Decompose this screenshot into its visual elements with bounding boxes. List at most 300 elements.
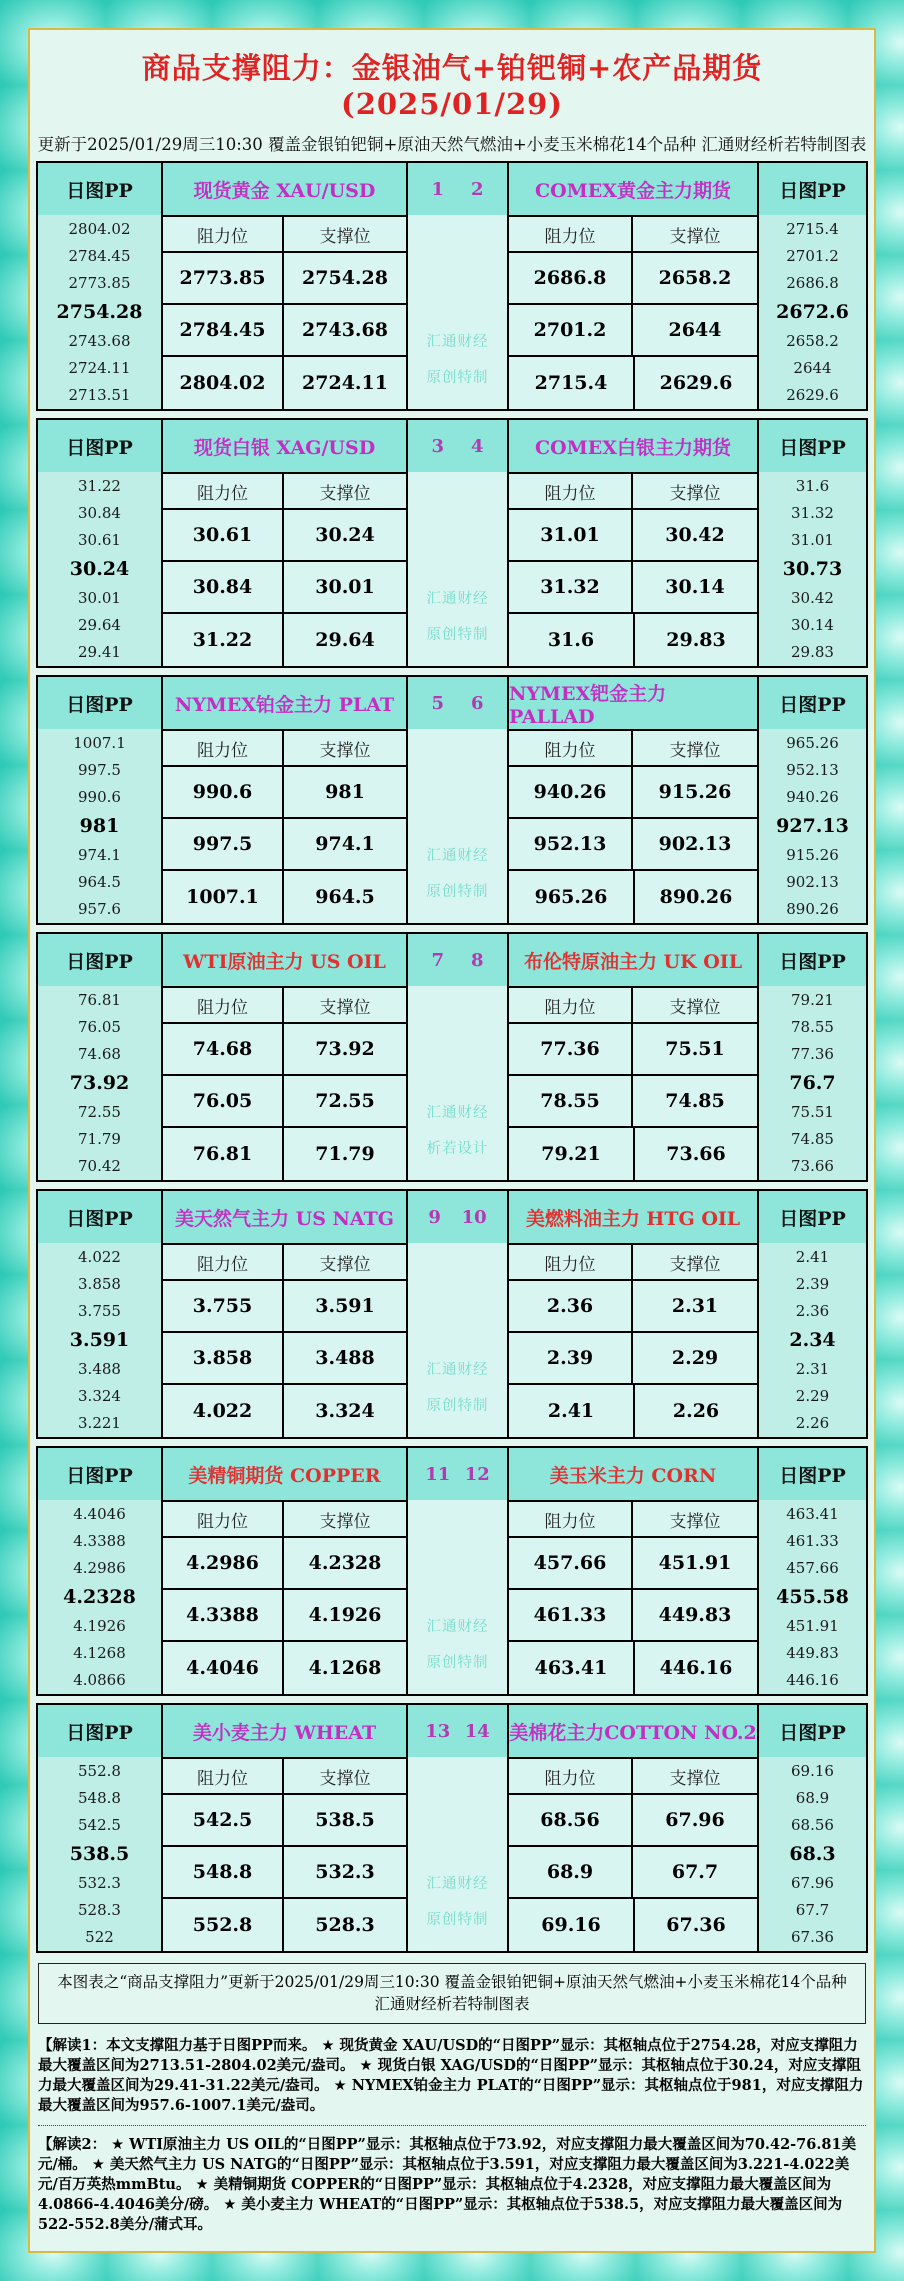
pp-value: 461.33 xyxy=(786,1531,839,1550)
instrument-title-left: 现货白银 XAG/USD xyxy=(163,420,406,472)
cell-resistance: 3.755 xyxy=(163,1281,284,1333)
cell-support: 75.51 xyxy=(633,1024,757,1076)
commodity-block xyxy=(36,675,868,925)
pp-value: 957.6 xyxy=(78,900,121,919)
pp-value: 75.51 xyxy=(791,1103,834,1122)
cell-resistance: 2701.2 xyxy=(509,305,633,357)
cell-resistance: 965.26 xyxy=(509,871,633,923)
cell-resistance: 548.8 xyxy=(163,1847,284,1899)
cell-resistance: 4.022 xyxy=(163,1385,284,1437)
pp-value: 997.5 xyxy=(78,760,121,779)
watermark-line: 汇通财经 xyxy=(426,1362,489,1378)
pp-values-right xyxy=(757,986,866,1180)
cell-support: 449.83 xyxy=(633,1590,757,1642)
pp-pivot-value: 455.58 xyxy=(776,1585,849,1608)
cell-resistance: 2.41 xyxy=(509,1385,633,1437)
pp-pivot-value: 73.92 xyxy=(69,1071,130,1094)
cell-resistance: 2686.8 xyxy=(509,253,633,305)
pp-value: 2.26 xyxy=(795,1414,830,1433)
cell-support: 4.1926 xyxy=(284,1590,406,1642)
pair-number-left: 1 xyxy=(431,178,445,200)
pp-value: 940.26 xyxy=(786,787,839,806)
pp-header-right: 日图PP xyxy=(757,1448,866,1500)
cell-resistance: 31.6 xyxy=(509,614,633,666)
cell-support: 3.488 xyxy=(284,1333,406,1385)
pp-value: 915.26 xyxy=(786,846,839,865)
pp-pivot-value: 538.5 xyxy=(69,1842,130,1865)
pp-value: 4.0866 xyxy=(73,1671,126,1690)
pp-pivot-value: 2.34 xyxy=(789,1328,836,1351)
col-header-support: 支撑位 xyxy=(633,472,757,510)
col-header-resistance: 阻力位 xyxy=(509,986,633,1024)
instrument-title-right: NYMEX钯金主力 PALLAD xyxy=(509,677,757,729)
cell-resistance: 4.2986 xyxy=(163,1538,284,1590)
pp-value: 965.26 xyxy=(786,733,839,752)
pp-pivot-value: 76.7 xyxy=(789,1071,836,1094)
cell-resistance: 68.56 xyxy=(509,1795,633,1847)
cell-support: 902.13 xyxy=(633,819,757,871)
pp-values-right xyxy=(757,1757,866,1951)
col-header-support: 支撑位 xyxy=(284,472,406,510)
pp-value: 1007.1 xyxy=(73,733,126,752)
instrument-title-left: WTI原油主力 US OIL xyxy=(163,934,406,986)
instrument-title-left: 美小麦主力 WHEAT xyxy=(163,1705,406,1757)
cell-support: 2644 xyxy=(633,305,757,357)
pp-value: 2701.2 xyxy=(786,246,839,265)
pp-value: 30.01 xyxy=(78,589,121,608)
cell-support: 2743.68 xyxy=(284,305,406,357)
instrument-title-left: 美精铜期货 COPPER xyxy=(163,1448,406,1500)
page-title: 商品支撑阻力：金银油气+铂钯铜+农产品期货(2025/01/29) xyxy=(141,51,763,121)
pp-value: 4.1268 xyxy=(73,1644,126,1663)
commodity-block xyxy=(36,1446,868,1696)
pp-values-right xyxy=(757,1500,866,1694)
watermark xyxy=(406,729,509,923)
pp-value: 4.1926 xyxy=(73,1617,126,1636)
col-header-support: 支撑位 xyxy=(284,1500,406,1538)
cell-support: 72.55 xyxy=(284,1076,406,1128)
pp-pivot-value: 927.13 xyxy=(776,814,849,837)
pp-values-left xyxy=(38,215,163,409)
pp-value: 31.6 xyxy=(795,476,830,495)
pp-value: 31.32 xyxy=(791,503,834,522)
pp-value: 30.42 xyxy=(791,589,834,608)
cell-resistance: 2.36 xyxy=(509,1281,633,1333)
cell-support: 2754.28 xyxy=(284,253,406,305)
pp-value: 4.3388 xyxy=(73,1531,126,1550)
cell-resistance: 79.21 xyxy=(509,1128,633,1180)
pp-value: 2.31 xyxy=(795,1360,830,1379)
cell-resistance: 2.39 xyxy=(509,1333,633,1385)
watermark-line: 原创特制 xyxy=(426,1912,489,1928)
cell-resistance: 30.84 xyxy=(163,562,284,614)
pp-value: 449.83 xyxy=(786,1644,839,1663)
pair-number-left: 9 xyxy=(428,1206,441,1228)
pp-header-right: 日图PP xyxy=(757,420,866,472)
cell-support: 2.29 xyxy=(633,1333,757,1385)
instrument-title-left: NYMEX铂金主力 PLAT xyxy=(163,677,406,729)
pp-values-left xyxy=(38,729,163,923)
dotted-divider xyxy=(38,2125,866,2126)
watermark-line: 汇通财经 xyxy=(426,591,489,607)
cell-resistance: 457.66 xyxy=(509,1538,633,1590)
cell-resistance: 990.6 xyxy=(163,767,284,819)
cell-support: 451.91 xyxy=(633,1538,757,1590)
cell-support: 73.66 xyxy=(633,1128,757,1180)
watermark-line: 原创特制 xyxy=(426,884,489,900)
pp-value: 4.2986 xyxy=(73,1558,126,1577)
col-header-resistance: 阻力位 xyxy=(509,1757,633,1795)
pp-value: 2644 xyxy=(793,359,832,378)
cell-resistance: 69.16 xyxy=(509,1899,633,1951)
cell-resistance: 76.05 xyxy=(163,1076,284,1128)
cell-resistance: 77.36 xyxy=(509,1024,633,1076)
pp-value: 3.858 xyxy=(78,1274,121,1293)
pp-value: 2743.68 xyxy=(68,332,131,351)
pp-value: 2784.45 xyxy=(68,246,131,265)
pair-numbers xyxy=(406,677,509,729)
pp-value: 68.56 xyxy=(791,1815,834,1834)
pp-header-left: 日图PP xyxy=(38,420,163,472)
cell-support: 30.24 xyxy=(284,510,406,562)
blocks xyxy=(30,161,874,1953)
pp-value: 2.39 xyxy=(795,1274,830,1293)
watermark xyxy=(406,1757,509,1951)
pair-number-right: 6 xyxy=(470,692,484,714)
cell-resistance: 4.4046 xyxy=(163,1642,284,1694)
pp-value: 463.41 xyxy=(786,1504,839,1523)
commodity-block xyxy=(36,161,868,411)
pair-number-left: 5 xyxy=(431,692,445,714)
pp-value: 2724.11 xyxy=(68,359,131,378)
cell-resistance: 952.13 xyxy=(509,819,633,871)
pp-value: 76.05 xyxy=(78,1017,121,1036)
commodity-block xyxy=(36,932,868,1182)
cell-resistance: 31.22 xyxy=(163,614,284,666)
cell-support: 4.1268 xyxy=(284,1642,406,1694)
pp-value: 68.9 xyxy=(795,1788,830,1807)
col-header-resistance: 阻力位 xyxy=(163,986,284,1024)
cell-support: 890.26 xyxy=(633,871,757,923)
pp-values-right xyxy=(757,472,866,666)
cell-resistance: 940.26 xyxy=(509,767,633,819)
watermark-line: 汇通财经 xyxy=(426,848,489,864)
cell-resistance: 463.41 xyxy=(509,1642,633,1694)
pp-values-left xyxy=(38,1243,163,1437)
cell-resistance: 4.3388 xyxy=(163,1590,284,1642)
pp-value: 2715.4 xyxy=(786,219,839,238)
pair-numbers xyxy=(406,420,509,472)
pp-value: 902.13 xyxy=(786,873,839,892)
pp-header-right: 日图PP xyxy=(757,677,866,729)
pp-values-left xyxy=(38,472,163,666)
pp-value: 2.29 xyxy=(795,1387,830,1406)
cell-support: 2629.6 xyxy=(633,357,757,409)
col-header-resistance: 阻力位 xyxy=(163,729,284,767)
col-header-support: 支撑位 xyxy=(633,1500,757,1538)
pp-value: 542.5 xyxy=(78,1815,121,1834)
col-header-resistance: 阻力位 xyxy=(509,215,633,253)
pp-header-right: 日图PP xyxy=(757,1705,866,1757)
cell-support: 67.7 xyxy=(633,1847,757,1899)
pp-value: 78.55 xyxy=(791,1017,834,1036)
watermark-line: 析若设计 xyxy=(426,1141,489,1157)
pair-number-left: 7 xyxy=(431,949,445,971)
pp-value: 2773.85 xyxy=(68,273,131,292)
pp-value: 79.21 xyxy=(791,990,834,1009)
cell-support: 4.2328 xyxy=(284,1538,406,1590)
watermark-line: 汇通财经 xyxy=(426,334,489,350)
watermark xyxy=(406,215,509,409)
pp-value: 31.01 xyxy=(791,530,834,549)
col-header-resistance: 阻力位 xyxy=(509,1500,633,1538)
col-header-resistance: 阻力位 xyxy=(509,1243,633,1281)
pp-value: 990.6 xyxy=(78,787,121,806)
pp-value: 548.8 xyxy=(78,1788,121,1807)
watermark-line: 原创特制 xyxy=(426,627,489,643)
pp-value: 30.14 xyxy=(791,616,834,635)
pp-pivot-value: 3.591 xyxy=(69,1328,130,1351)
col-header-support: 支撑位 xyxy=(633,1243,757,1281)
commodity-block xyxy=(36,1703,868,1953)
pp-values-right xyxy=(757,1243,866,1437)
cell-support: 2724.11 xyxy=(284,357,406,409)
pair-numbers xyxy=(406,1191,509,1243)
pp-value: 2629.6 xyxy=(786,386,839,405)
pp-value: 446.16 xyxy=(786,1671,839,1690)
pp-header-left: 日图PP xyxy=(38,934,163,986)
watermark xyxy=(406,986,509,1180)
pp-value: 964.5 xyxy=(78,873,121,892)
pp-value: 67.36 xyxy=(791,1928,834,1947)
pp-value: 4.4046 xyxy=(73,1504,126,1523)
cell-resistance: 68.9 xyxy=(509,1847,633,1899)
pair-number-left: 3 xyxy=(431,435,445,457)
summary-box: 本图表之“商品支撑阻力”更新于2025/01/29周三10:30 覆盖金银铂钯铜+原油天然气燃油+小麦玉米棉花14个品种 汇通财经析若特制图表 xyxy=(38,1963,866,2024)
cell-support: 2.31 xyxy=(633,1281,757,1333)
col-header-support: 支撑位 xyxy=(633,986,757,1024)
note-2: 【解读2： ★ WTI原油主力 US OIL的“日图PP”显示：其枢轴点位于73.92，对应支撑阻力最大覆盖区间为70.42-76.81美元/桶。 ★ 美天然气主力 US NATG的“日图PP”显示：其枢轴点位于3.591，对应支撑阻力最大覆盖区间为3.221-4.022美元/百万英热mmBtu。 ★ 美精铜期货 COPPER的“日图PP”显示：其枢轴点位于4.2328，对应支撑阻力最大覆盖区间为4.0866-4.4046美分/磅。 ★ 美小麦主力 WHEAT的“日图PP”显示：其枢轴点位于538.5，对应支撑阻力最大覆盖区间为522-552.8美分/蒲式耳。 xyxy=(38,2135,857,2233)
col-header-support: 支撑位 xyxy=(284,1243,406,1281)
pp-value: 952.13 xyxy=(786,760,839,779)
pp-values-right xyxy=(757,729,866,923)
cell-support: 915.26 xyxy=(633,767,757,819)
pp-pivot-value: 981 xyxy=(79,814,120,837)
pp-pivot-value: 2672.6 xyxy=(776,300,849,323)
col-header-support: 支撑位 xyxy=(284,729,406,767)
col-header-resistance: 阻力位 xyxy=(509,729,633,767)
pp-values-right xyxy=(757,215,866,409)
note-1: 【解读1：本文支撑阻力基于日图PP而来。 ★ 现货黄金 XAU/USD的“日图PP”显示：其枢轴点位于2754.28，对应支撑阻力最大覆盖区间为2713.51-2804.02美元/盎司。 ★ 现货白银 XAG/USD的“日图PP”显示：其枢轴点位于30.24，对应支撑阻力最大覆盖区间为29.41-31.22美元/盎司。 ★ NYMEX铂金主力 PLAT的“日图PP”显示：其枢轴点位于981，对应支撑阻力最大覆盖区间为957.6-1007.1美元/盎司。 xyxy=(38,2036,864,2114)
pp-header-left: 日图PP xyxy=(38,163,163,215)
pp-value: 2686.8 xyxy=(786,273,839,292)
watermark-line: 原创特制 xyxy=(426,1655,489,1671)
pair-number-right: 12 xyxy=(464,1463,490,1485)
cell-resistance: 31.01 xyxy=(509,510,633,562)
cell-support: 73.92 xyxy=(284,1024,406,1076)
pp-value: 2713.51 xyxy=(68,386,131,405)
cell-resistance: 997.5 xyxy=(163,819,284,871)
pp-value: 3.488 xyxy=(78,1360,121,1379)
pp-value: 2.36 xyxy=(795,1301,830,1320)
pp-pivot-value: 68.3 xyxy=(789,1842,836,1865)
col-header-resistance: 阻力位 xyxy=(163,472,284,510)
pp-value: 552.8 xyxy=(78,1761,121,1780)
pp-value: 532.3 xyxy=(78,1874,121,1893)
cell-support: 3.591 xyxy=(284,1281,406,1333)
pp-value: 522 xyxy=(85,1928,114,1947)
pp-value: 76.81 xyxy=(78,990,121,1009)
watermark xyxy=(406,1500,509,1694)
cell-resistance: 2784.45 xyxy=(163,305,284,357)
pp-header-left: 日图PP xyxy=(38,1448,163,1500)
cell-support: 446.16 xyxy=(633,1642,757,1694)
watermark-line: 汇通财经 xyxy=(426,1876,489,1892)
pp-value: 29.41 xyxy=(78,643,121,662)
pp-value: 2804.02 xyxy=(68,219,131,238)
col-header-resistance: 阻力位 xyxy=(509,472,633,510)
content-panel xyxy=(28,28,876,2253)
cell-support: 2658.2 xyxy=(633,253,757,305)
pair-number-right: 4 xyxy=(470,435,484,457)
pp-value: 528.3 xyxy=(78,1901,121,1920)
pp-values-left xyxy=(38,1757,163,1951)
pp-pivot-value: 30.73 xyxy=(782,557,843,580)
cell-resistance: 31.32 xyxy=(509,562,633,614)
cell-support: 74.85 xyxy=(633,1076,757,1128)
pp-header-left: 日图PP xyxy=(38,1191,163,1243)
pair-numbers xyxy=(406,1448,509,1500)
pp-value: 73.66 xyxy=(791,1157,834,1176)
cell-support: 532.3 xyxy=(284,1847,406,1899)
cell-support: 981 xyxy=(284,767,406,819)
cell-support: 964.5 xyxy=(284,871,406,923)
pair-numbers xyxy=(406,1705,509,1757)
cell-support: 2.26 xyxy=(633,1385,757,1437)
cell-resistance: 30.61 xyxy=(163,510,284,562)
pp-value: 2.41 xyxy=(795,1247,830,1266)
cell-support: 30.14 xyxy=(633,562,757,614)
pp-value: 77.36 xyxy=(791,1044,834,1063)
pp-header-right: 日图PP xyxy=(757,163,866,215)
commodity-block xyxy=(36,418,868,668)
cell-support: 3.324 xyxy=(284,1385,406,1437)
pp-value: 72.55 xyxy=(78,1103,121,1122)
pp-value: 451.91 xyxy=(786,1617,839,1636)
cell-resistance: 552.8 xyxy=(163,1899,284,1951)
pp-values-left xyxy=(38,1500,163,1694)
watermark xyxy=(406,1243,509,1437)
notes xyxy=(38,2034,866,2237)
pp-pivot-value: 4.2328 xyxy=(63,1585,136,1608)
cell-support: 71.79 xyxy=(284,1128,406,1180)
pair-number-right: 8 xyxy=(470,949,484,971)
cell-support: 29.64 xyxy=(284,614,406,666)
col-header-resistance: 阻力位 xyxy=(163,1757,284,1795)
cell-support: 30.01 xyxy=(284,562,406,614)
page-subtitle: 更新于2025/01/29周三10:30 覆盖金银铂钯铜+原油天然气燃油+小麦玉米棉花14个品种 汇通财经析若特制图表 xyxy=(37,135,867,154)
pp-pivot-value: 30.24 xyxy=(69,557,130,580)
instrument-title-left: 现货黄金 XAU/USD xyxy=(163,163,406,215)
pp-value: 29.64 xyxy=(78,616,121,635)
cell-resistance: 2773.85 xyxy=(163,253,284,305)
watermark xyxy=(406,472,509,666)
pp-value: 3.755 xyxy=(78,1301,121,1320)
cell-resistance: 76.81 xyxy=(163,1128,284,1180)
cell-resistance: 74.68 xyxy=(163,1024,284,1076)
watermark-line: 原创特制 xyxy=(426,370,489,386)
pp-value: 974.1 xyxy=(78,846,121,865)
instrument-title-right: 美玉米主力 CORN xyxy=(509,1448,757,1500)
cell-resistance: 2715.4 xyxy=(509,357,633,409)
instrument-title-left: 美天然气主力 US NATG xyxy=(163,1191,406,1243)
pp-pivot-value: 2754.28 xyxy=(56,300,143,323)
cell-resistance: 2804.02 xyxy=(163,357,284,409)
cell-support: 528.3 xyxy=(284,1899,406,1951)
pp-value: 890.26 xyxy=(786,900,839,919)
pair-number-right: 14 xyxy=(464,1720,490,1742)
pp-value: 70.42 xyxy=(78,1157,121,1176)
watermark-line: 原创特制 xyxy=(426,1398,489,1414)
col-header-resistance: 阻力位 xyxy=(163,1500,284,1538)
col-header-support: 支撑位 xyxy=(284,1757,406,1795)
cell-support: 67.96 xyxy=(633,1795,757,1847)
pp-value: 4.022 xyxy=(78,1247,121,1266)
col-header-resistance: 阻力位 xyxy=(163,215,284,253)
col-header-support: 支撑位 xyxy=(284,986,406,1024)
pp-header-right: 日图PP xyxy=(757,1191,866,1243)
watermark-line: 汇通财经 xyxy=(426,1619,489,1635)
pp-value: 31.22 xyxy=(78,476,121,495)
pair-number-left: 11 xyxy=(425,1463,451,1485)
pp-value: 3.221 xyxy=(78,1414,121,1433)
pp-header-right: 日图PP xyxy=(757,934,866,986)
pp-value: 71.79 xyxy=(78,1130,121,1149)
cell-resistance: 3.858 xyxy=(163,1333,284,1385)
pair-number-right: 2 xyxy=(470,178,484,200)
instrument-title-right: 布伦特原油主力 UK OIL xyxy=(509,934,757,986)
col-header-support: 支撑位 xyxy=(633,215,757,253)
pp-values-left xyxy=(38,986,163,1180)
pp-value: 3.324 xyxy=(78,1387,121,1406)
instrument-title-right: 美棉花主力COTTON NO.2 xyxy=(509,1705,757,1757)
pair-number-right: 10 xyxy=(461,1206,487,1228)
commodity-block xyxy=(36,1189,868,1439)
pp-value: 2658.2 xyxy=(786,332,839,351)
cell-support: 29.83 xyxy=(633,614,757,666)
col-header-resistance: 阻力位 xyxy=(163,1243,284,1281)
pp-value: 457.66 xyxy=(786,1558,839,1577)
col-header-support: 支撑位 xyxy=(633,729,757,767)
cell-support: 538.5 xyxy=(284,1795,406,1847)
cell-resistance: 461.33 xyxy=(509,1590,633,1642)
instrument-title-right: 美燃料油主力 HTG OIL xyxy=(509,1191,757,1243)
instrument-title-right: COMEX白银主力期货 xyxy=(509,420,757,472)
pp-value: 30.61 xyxy=(78,530,121,549)
pp-value: 30.84 xyxy=(78,503,121,522)
pair-numbers xyxy=(406,163,509,215)
cell-resistance: 78.55 xyxy=(509,1076,633,1128)
pp-value: 29.83 xyxy=(791,643,834,662)
cell-resistance: 1007.1 xyxy=(163,871,284,923)
pp-value: 67.7 xyxy=(795,1901,830,1920)
pair-number-left: 13 xyxy=(425,1720,451,1742)
pp-value: 69.16 xyxy=(791,1761,834,1780)
pp-value: 67.96 xyxy=(791,1874,834,1893)
pp-header-left: 日图PP xyxy=(38,677,163,729)
pp-value: 74.68 xyxy=(78,1044,121,1063)
cell-support: 974.1 xyxy=(284,819,406,871)
